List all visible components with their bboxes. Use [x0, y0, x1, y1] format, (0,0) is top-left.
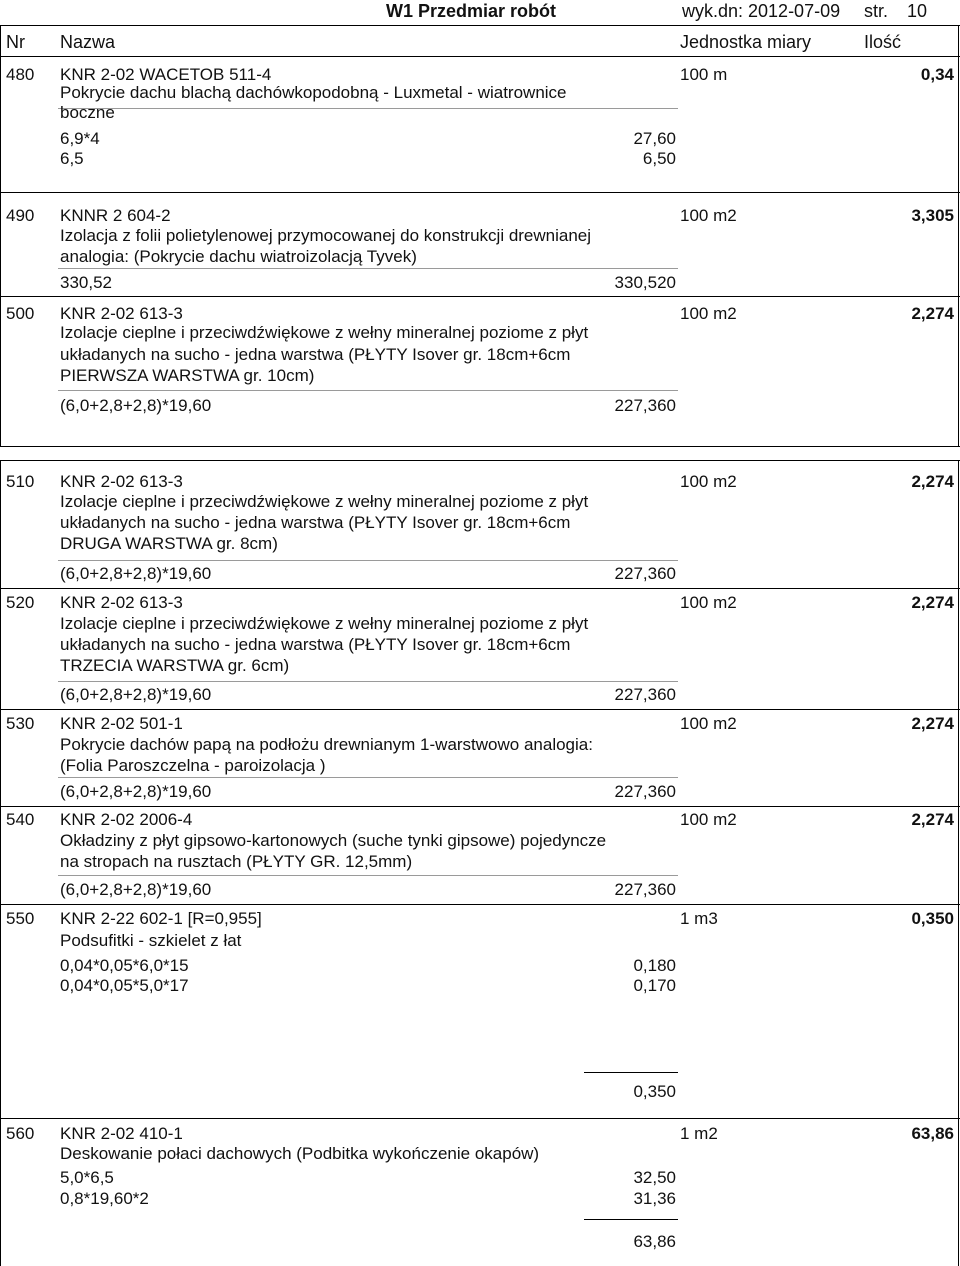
item-description-line: Izolacje cieplne i przeciwdźwiękowe z wełny mineralnej poziome z płyt: [60, 614, 589, 633]
calc-separator: [58, 108, 678, 109]
calc-value: 31,36: [633, 1189, 676, 1208]
item-unit: 100 m2: [680, 810, 737, 829]
item-description-line: boczne: [60, 103, 115, 122]
item-description-line: Pokrycie dachu blachą dachówkopodobną - Luxmetal - wiatrownice: [60, 83, 567, 102]
calc-expression: 0,04*0,05*5,0*17: [60, 976, 189, 995]
item-unit: 100 m2: [680, 304, 737, 323]
item-number: 550: [6, 909, 35, 928]
section-1-bottom-line: [0, 446, 960, 447]
calc-value: 27,60: [633, 129, 676, 148]
item-unit: 100 m2: [680, 593, 737, 612]
item-description-line: układanych na sucho - jedna warstwa (PŁYTY Isover gr. 18cm+6cm: [60, 513, 571, 532]
calc-separator: [58, 777, 678, 778]
section-2-right-border: [958, 460, 959, 1266]
calc-separator: [58, 390, 678, 391]
item-separator: [0, 709, 960, 710]
item-description-line: Deskowanie połaci dachowych (Podbitka wykończenie okapów): [60, 1144, 540, 1163]
item-number: 560: [6, 1124, 35, 1143]
calc-value: 227,360: [614, 880, 676, 899]
item-quantity: 63,86: [911, 1124, 954, 1143]
item-number: 480: [6, 65, 35, 84]
calc-value: 227,360: [614, 782, 676, 801]
calc-value: 330,520: [614, 273, 676, 292]
item-description-line: Izolacje cieplne i przeciwdźwiękowe z wełny mineralnej poziome z płyt: [60, 492, 589, 511]
item-description-line: Okładziny z płyt gipsowo-kartonowych (suche tynki gipsowe) pojedyncze: [60, 831, 607, 850]
item-description-line: Izolacje cieplne i przeciwdźwiękowe z wełny mineralnej poziome z płyt: [60, 323, 589, 342]
document-title: W1 Przedmiar robót: [386, 1, 557, 21]
item-description-line: na stropach na rusztach (PŁYTY GR. 12,5mm): [60, 852, 413, 871]
item-number: 490: [6, 206, 35, 225]
item-unit: 1 m3: [680, 909, 718, 928]
section-2-top-line: [0, 460, 960, 461]
item-description-line: TRZECIA WARSTWA gr. 6cm): [60, 656, 290, 675]
item-separator: [0, 296, 960, 297]
calc-separator: [58, 560, 678, 561]
item-description-line: PIERWSZA WARSTWA gr. 10cm): [60, 366, 315, 385]
item-code: KNNR 2 604-2: [60, 206, 171, 225]
item-number: 540: [6, 810, 35, 829]
column-header-name: Nazwa: [60, 32, 116, 52]
calc-value: 227,360: [614, 685, 676, 704]
item-code: KNR 2-02 410-1: [60, 1124, 183, 1143]
item-code: KNR 2-02 501-1: [60, 714, 183, 733]
item-unit: 100 m2: [680, 206, 737, 225]
item-code: KNR 2-22 602-1 [R=0,955]: [60, 909, 262, 928]
page-number: 10: [907, 1, 928, 21]
item-description-line: DRUGA WARSTWA gr. 8cm): [60, 534, 278, 553]
item-code: KNR 2-02 2006-4: [60, 810, 193, 829]
calc-separator: [58, 681, 678, 682]
item-unit: 1 m2: [680, 1124, 718, 1143]
item-quantity: 2,274: [911, 593, 954, 612]
item-separator: [0, 806, 960, 807]
item-code: KNR 2-02 613-3: [60, 304, 183, 323]
item-code: KNR 2-02 WACETOB 511-4: [60, 65, 272, 84]
document-date: wyk.dn: 2012-07-09: [682, 1, 841, 21]
calc-expression: 5,0*6,5: [60, 1168, 114, 1187]
item-separator: [0, 904, 960, 905]
calc-value: 0,180: [633, 956, 676, 975]
item-quantity: 2,274: [911, 810, 954, 829]
item-separator: [0, 1118, 960, 1119]
item-number: 530: [6, 714, 35, 733]
item-quantity: 0,34: [920, 65, 954, 84]
calc-expression: 0,04*0,05*6,0*15: [60, 956, 189, 975]
sum-line: [584, 1219, 678, 1220]
header-top-line: [0, 25, 960, 26]
item-description-line: (Folia Paroszczelna - paroizolacja ): [60, 756, 326, 775]
calc-expression: (6,0+2,8+2,8)*19,60: [60, 782, 212, 801]
section-2-left-border: [0, 460, 1, 1266]
item-description-line: Podsufitki - szkielet z łat: [60, 931, 242, 950]
item-number: 520: [6, 593, 35, 612]
item-quantity: 3,305: [911, 206, 954, 225]
column-header-unit: Jednostka miary: [680, 32, 812, 52]
item-code: KNR 2-02 613-3: [60, 593, 183, 612]
calc-value: 227,360: [614, 564, 676, 583]
item-unit: 100 m2: [680, 472, 737, 491]
item-unit: 100 m: [680, 65, 728, 84]
calc-expression: 6,5: [60, 149, 84, 168]
calc-expression: (6,0+2,8+2,8)*19,60: [60, 396, 212, 415]
item-quantity: 2,274: [911, 472, 954, 491]
calc-value: 0,170: [633, 976, 676, 995]
item-description-line: układanych na sucho - jedna warstwa (PŁYTY Isover gr. 18cm+6cm: [60, 345, 571, 364]
calc-separator: [58, 875, 678, 876]
item-separator: [0, 588, 960, 589]
item-separator: [0, 192, 960, 193]
calc-sum: 0,350: [633, 1082, 676, 1101]
section-1-left-border: [0, 25, 1, 446]
calc-expression: 0,8*19,60*2: [60, 1189, 149, 1208]
item-quantity: 2,274: [911, 304, 954, 323]
column-header-qty: Ilość: [864, 32, 902, 52]
item-description-line: analogia: (Pokrycie dachu wiatroizolacją Tyvek): [60, 247, 417, 266]
item-quantity: 0,350: [911, 909, 954, 928]
calc-value: 227,360: [614, 396, 676, 415]
column-header-nr: Nr: [6, 32, 25, 52]
item-number: 510: [6, 472, 35, 491]
page-label: str.: [864, 1, 889, 21]
calc-expression: 330,52: [60, 273, 112, 292]
calc-separator: [58, 268, 678, 269]
item-number: 500: [6, 304, 35, 323]
item-description-line: Pokrycie dachów papą na podłożu drewnianym 1-warstwowo analogia:: [60, 735, 593, 754]
calc-expression: (6,0+2,8+2,8)*19,60: [60, 685, 212, 704]
calc-expression: (6,0+2,8+2,8)*19,60: [60, 564, 212, 583]
section-1-right-border: [958, 25, 959, 446]
sum-line: [584, 1072, 678, 1073]
calc-expression: 6,9*4: [60, 129, 100, 148]
item-description-line: Izolacja z folii polietylenowej przymocowanej do konstrukcji drewnianej: [60, 226, 592, 245]
item-quantity: 2,274: [911, 714, 954, 733]
item-unit: 100 m2: [680, 714, 737, 733]
header-bottom-line: [0, 56, 960, 57]
calc-expression: (6,0+2,8+2,8)*19,60: [60, 880, 212, 899]
calc-sum: 63,86: [633, 1232, 676, 1251]
calc-value: 32,50: [633, 1168, 676, 1187]
calc-value: 6,50: [642, 149, 676, 168]
item-code: KNR 2-02 613-3: [60, 472, 183, 491]
item-description-line: układanych na sucho - jedna warstwa (PŁYTY Isover gr. 18cm+6cm: [60, 635, 571, 654]
